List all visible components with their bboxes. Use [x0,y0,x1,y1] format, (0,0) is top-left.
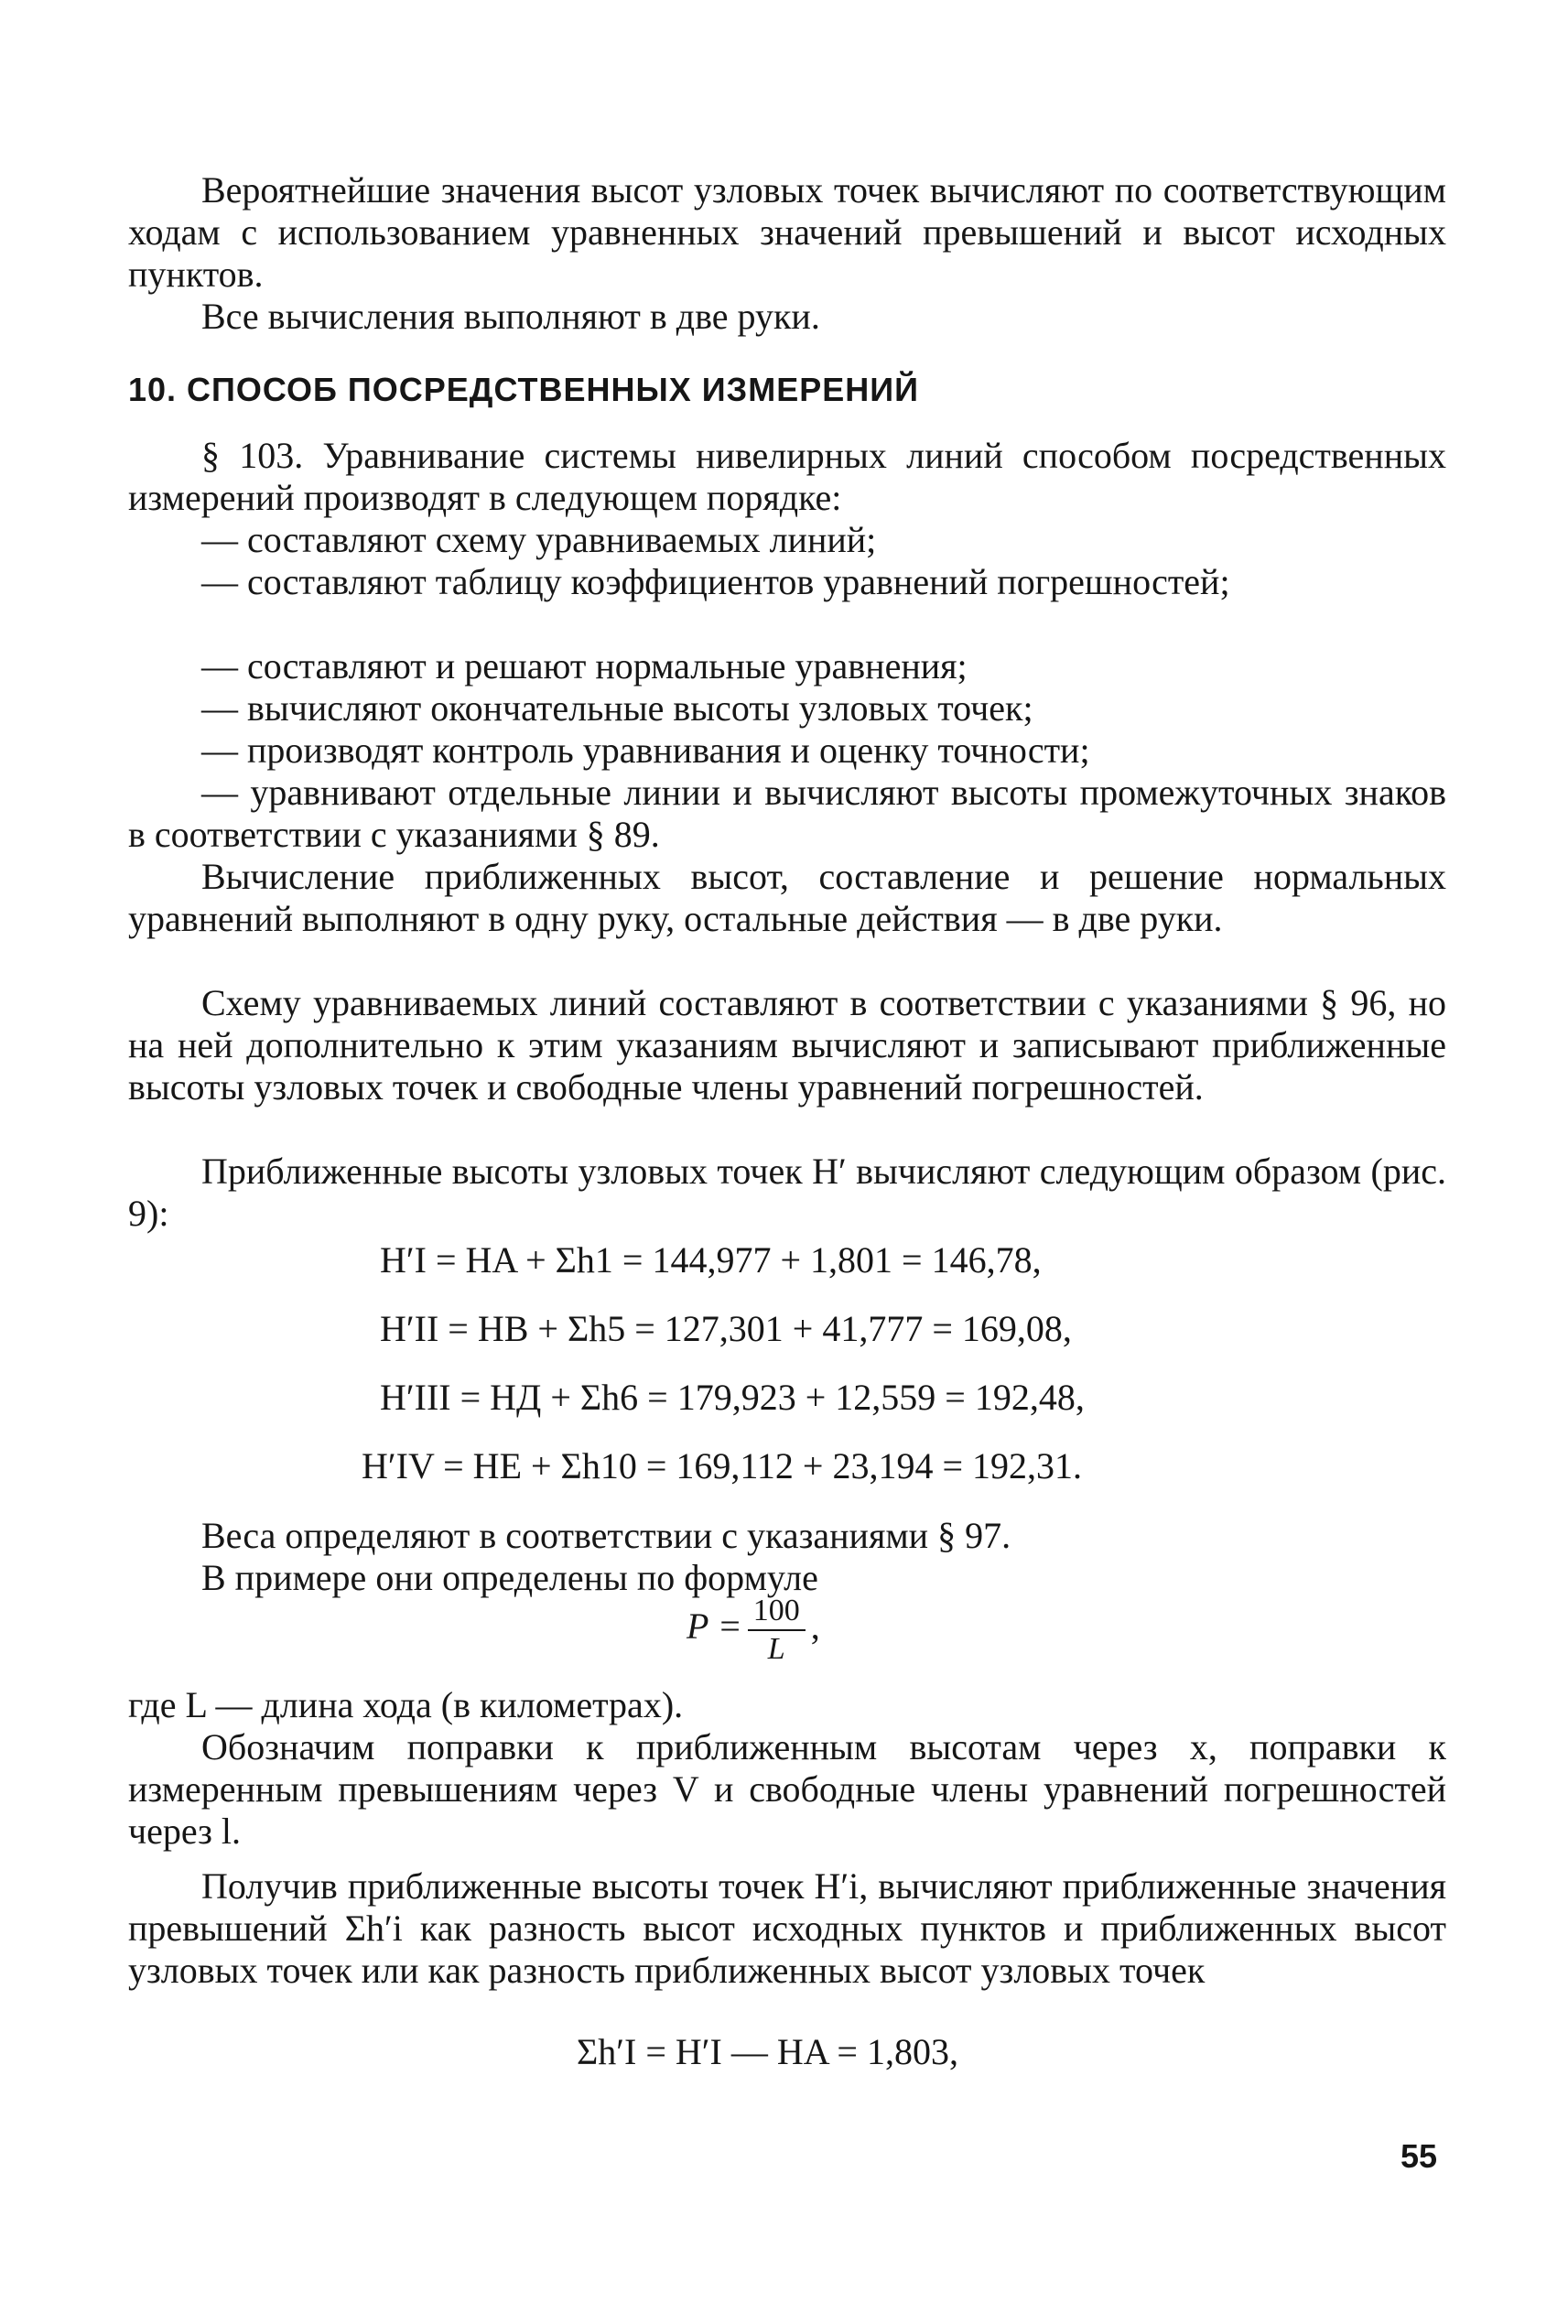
step-1: — составляют схему уравниваемых линий; [201,519,877,560]
step-4: — вычисляют окончательные высоты узловых точек; [201,687,1033,729]
page-number: 55 [1400,2137,1438,2175]
paragraph-example: В примере они определены по формуле [201,1557,818,1598]
paragraph-calc: Вычисление приближенных высот, составление и решение нормальных уравнений выполняют в одну руку, остальные действия — в две руки. [128,856,1446,939]
paragraph-having: Получив приближенные высоты точек H′i, вычисляют приближенные значения превышений Σh′i как разность высот исходных пунктов и приближенных высот узловых точек или как разность приближенных высот узловых точек [128,1865,1446,1991]
step-5: — производят контроль уравнивания и оценку точности; [201,730,1090,771]
weight-formula [687,1593,820,1668]
weight-tail: , [810,1605,820,1648]
step-2: — составляют таблицу коэффициентов уравнений погрешностей; [201,561,1230,602]
paragraph-approx: Приближенные высоты узловых точек H′ вычисляют следующим образом (рис. 9): [128,1151,1446,1234]
section-heading: 10. СПОСОБ ПОСРЕДСТВЕННЫХ ИЗМЕРЕНИЙ [128,371,920,408]
paragraph-weights: Веса определяют в соответствии с указаниями § 97. [201,1515,1011,1556]
paragraph-hands: Все вычисления выполняют в две руки. [201,296,820,337]
paragraph-103: § 103. Уравнивание системы нивелирных линий способом посредственных измерений производят в следующем порядке: [128,435,1446,518]
step-6: — уравнивают отдельные линии и вычисляют высоты промежуточных знаков в соответствии с указаниями § 89. [128,772,1446,855]
formula-h2: H′II = HB + Σh5 = 127,301 + 41,777 = 169,08, [380,1308,1072,1349]
paragraph-intro: Вероятнейшие значения высот узловых точек вычисляют по соответствующим ходам с использованием уравненных значений превышений и высот исходных пунктов. [128,169,1446,295]
formula-h3: H′III = HД + Σh6 = 179,923 + 12,559 = 192,48, [380,1377,1085,1418]
paragraph-where: где L — длина хода (в километрах). [128,1684,684,1725]
weight-denominator: L [767,1632,785,1666]
formula-h4: H′IV = HE + Σh10 = 169,112 + 23,194 = 192,31. [362,1445,1083,1486]
final-formula: Σh′I = H′I — HA = 1,803, [577,2031,958,2072]
paragraph-notation: Обозначим поправки к приближенным высотам через x, поправки к измеренным превышениям через V и свободные члены уравнений погрешностей через l. [128,1726,1446,1852]
weight-numerator: 100 [748,1593,806,1631]
weight-lhs: P = [687,1605,742,1648]
step-3: — составляют и решают нормальные уравнения; [201,645,968,686]
weight-fraction [748,1593,806,1668]
paragraph-scheme: Схему уравниваемых линий составляют в соответствии с указаниями § 96, но на ней дополнительно к этим указаниям вычисляют и записывают приближенные высоты узловых точек и свободные члены уравнений погрешностей. [128,982,1446,1108]
formula-h1: H′I = HA + Σh1 = 144,977 + 1,801 = 146,78, [380,1239,1042,1281]
